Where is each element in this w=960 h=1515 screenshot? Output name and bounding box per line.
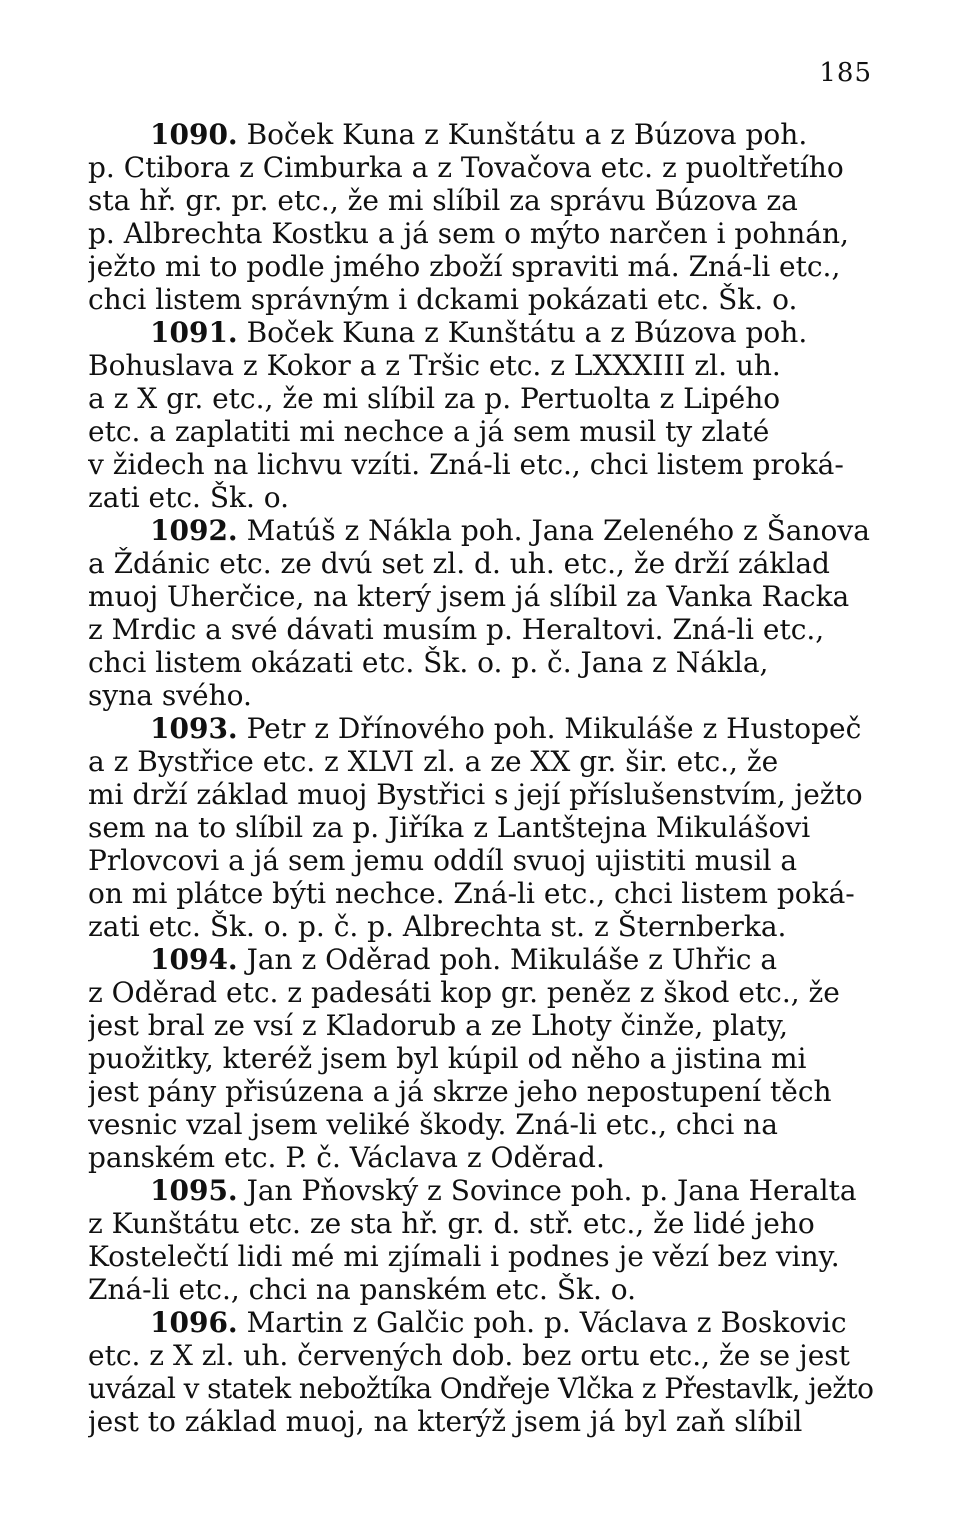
line-text: a z Bystřice etc. z XLVI zl. a ze XX gr. šir. etc., že: [88, 745, 779, 778]
entry-first-line: [88, 712, 873, 745]
line-text: Petr z Dřínového poh. Mikuláše z Hustopeč: [237, 712, 862, 745]
text-body: [88, 118, 873, 1438]
entry-first-line: [88, 1306, 873, 1339]
line-text: chci listem správným i dckami pokázati etc. Šk. o.: [88, 283, 798, 316]
text-line: [88, 976, 873, 1009]
text-line: [88, 1108, 873, 1141]
line-text: z Kunštátu etc. ze sta hř. gr. d. stř. etc., že lidé jeho: [88, 1207, 815, 1240]
text-line: [88, 184, 873, 217]
line-text: on mi plátce býti nechce. Zná-li etc., chci listem poká-: [88, 877, 855, 910]
line-text: Bohuslava z Kokor a z Tršic etc. z LXXXIII zl. uh.: [88, 349, 781, 382]
line-text: mi drží základ muoj Bystřici s její příslušenstvím, ježto: [88, 778, 863, 811]
text-line: [88, 547, 873, 580]
text-line: [88, 1273, 873, 1306]
text-line: [88, 811, 873, 844]
text-line: [88, 778, 873, 811]
line-text: v židech na lichvu vzíti. Zná-li etc., chci listem proká-: [88, 448, 844, 481]
text-line: [88, 745, 873, 778]
line-text: Jan Pňovský z Sovince poh. p. Jana Heralta: [237, 1174, 857, 1207]
line-text: sta hř. gr. pr. etc., že mi slíbil za správu Búzova za: [88, 184, 798, 217]
line-text: muoj Uherčice, na který jsem já slíbil za Vanka Racka: [88, 580, 850, 613]
line-text: puožitky, kteréž jsem byl kúpil od něho a jistina mi: [88, 1042, 807, 1075]
line-text: z Oděrad etc. z padesáti kop gr. peněz z škod etc., že: [88, 976, 840, 1009]
text-line: [88, 910, 873, 943]
text-line: [88, 481, 873, 514]
line-text: jest pány přisúzena a já skrze jeho nepostupení těch: [88, 1075, 832, 1108]
entry-number: 1096.: [150, 1306, 238, 1339]
entry-first-line: [88, 316, 873, 349]
text-line: [88, 1075, 873, 1108]
text-line: [88, 349, 873, 382]
line-text: Matúš z Nákla poh. Jana Zeleného z Šanova: [237, 514, 870, 547]
line-text: p. Albrechta Kostku a já sem o mýto narčen i pohnán,: [88, 217, 849, 250]
entry-first-line: [88, 118, 873, 151]
text-line: [88, 679, 873, 712]
text-line: [88, 1042, 873, 1075]
text-line: [88, 1009, 873, 1042]
line-text: etc. a zaplatiti mi nechce a já sem musil ty zlaté: [88, 415, 770, 448]
line-text: a z X gr. etc., že mi slíbil za p. Pertuolta z Lipého: [88, 382, 781, 415]
entry-number: 1094.: [150, 943, 238, 976]
entry-first-line: [88, 514, 873, 547]
line-text: Zná-li etc., chci na panském etc. Šk. o.: [88, 1273, 637, 1306]
entry-first-line: [88, 943, 873, 976]
text-line: [88, 580, 873, 613]
text-line: [88, 283, 873, 316]
line-text: a Ždánic etc. ze dvú set zl. d. uh. etc., že drží základ: [88, 547, 830, 580]
entry-number: 1090.: [150, 118, 238, 151]
text-line: [88, 1207, 873, 1240]
text-line: [88, 844, 873, 877]
line-text: Boček Kuna z Kunštátu a z Búzova poh.: [237, 118, 808, 151]
line-text: sem na to slíbil za p. Jiříka z Lantštejna Mikulášovi: [88, 811, 811, 844]
entry-number: 1092.: [150, 514, 238, 547]
line-text: etc. z X zl. uh. červených dob. bez ortu etc., že se jest: [88, 1339, 850, 1372]
entry-first-line: [88, 1174, 873, 1207]
text-line: [88, 613, 873, 646]
line-text: p. Ctibora z Cimburka a z Tovačova etc. z puoltřetího: [88, 151, 844, 184]
line-text: Jan z Oděrad poh. Mikuláše z Uhřic a: [237, 943, 778, 976]
line-text: jest to základ muoj, na kterýž jsem já byl zaň slíbil: [88, 1405, 803, 1438]
text-line: [88, 1339, 873, 1372]
text-line: [88, 1405, 873, 1438]
line-text: uvázal v statek nebožtíka Ondřeje Vlčka z Přestavlk, ježto: [88, 1372, 873, 1405]
text-line: [88, 1240, 873, 1273]
entry-number: 1093.: [150, 712, 238, 745]
text-line: [88, 382, 873, 415]
line-text: Prlovcovi a já sem jemu oddíl svuoj ujistiti musil a: [88, 844, 798, 877]
line-text: z Mrdic a své dávati musím p. Heraltovi. Zná-li etc.,: [88, 613, 825, 646]
line-text: Kostelečtí lidi mé mi zjímali i podnes je vězí bez viny.: [88, 1240, 840, 1273]
text-line: [88, 415, 873, 448]
line-text: ježto mi to podle jmého zboží spraviti má. Zná-li etc.,: [88, 250, 841, 283]
text-line: [88, 877, 873, 910]
text-line: [88, 250, 873, 283]
text-line: [88, 448, 873, 481]
line-text: Martin z Galčic poh. p. Václava z Boskovic: [237, 1306, 847, 1339]
text-line: [88, 1372, 873, 1405]
line-text: zati etc. Šk. o. p. č. p. Albrechta st. z Šternberka.: [88, 910, 787, 943]
line-text: vesnic vzal jsem veliké škody. Zná-li etc., chci na: [88, 1108, 778, 1141]
line-text: jest bral ze vsí z Kladorub a ze Lhoty činže, platy,: [88, 1009, 789, 1042]
line-text: Boček Kuna z Kunštátu a z Búzova poh.: [237, 316, 808, 349]
line-text: zati etc. Šk. o.: [88, 481, 290, 514]
entry-number: 1091.: [150, 316, 238, 349]
line-text: chci listem okázati etc. Šk. o. p. č. Jana z Nákla,: [88, 646, 769, 679]
line-text: panském etc. P. č. Václava z Oděrad.: [88, 1141, 605, 1174]
text-line: [88, 151, 873, 184]
text-line: [88, 1141, 873, 1174]
text-line: [88, 217, 873, 250]
entry-number: 1095.: [150, 1174, 238, 1207]
line-text: syna svého.: [88, 679, 252, 712]
text-line: [88, 646, 873, 679]
page-number: 185: [819, 58, 872, 88]
